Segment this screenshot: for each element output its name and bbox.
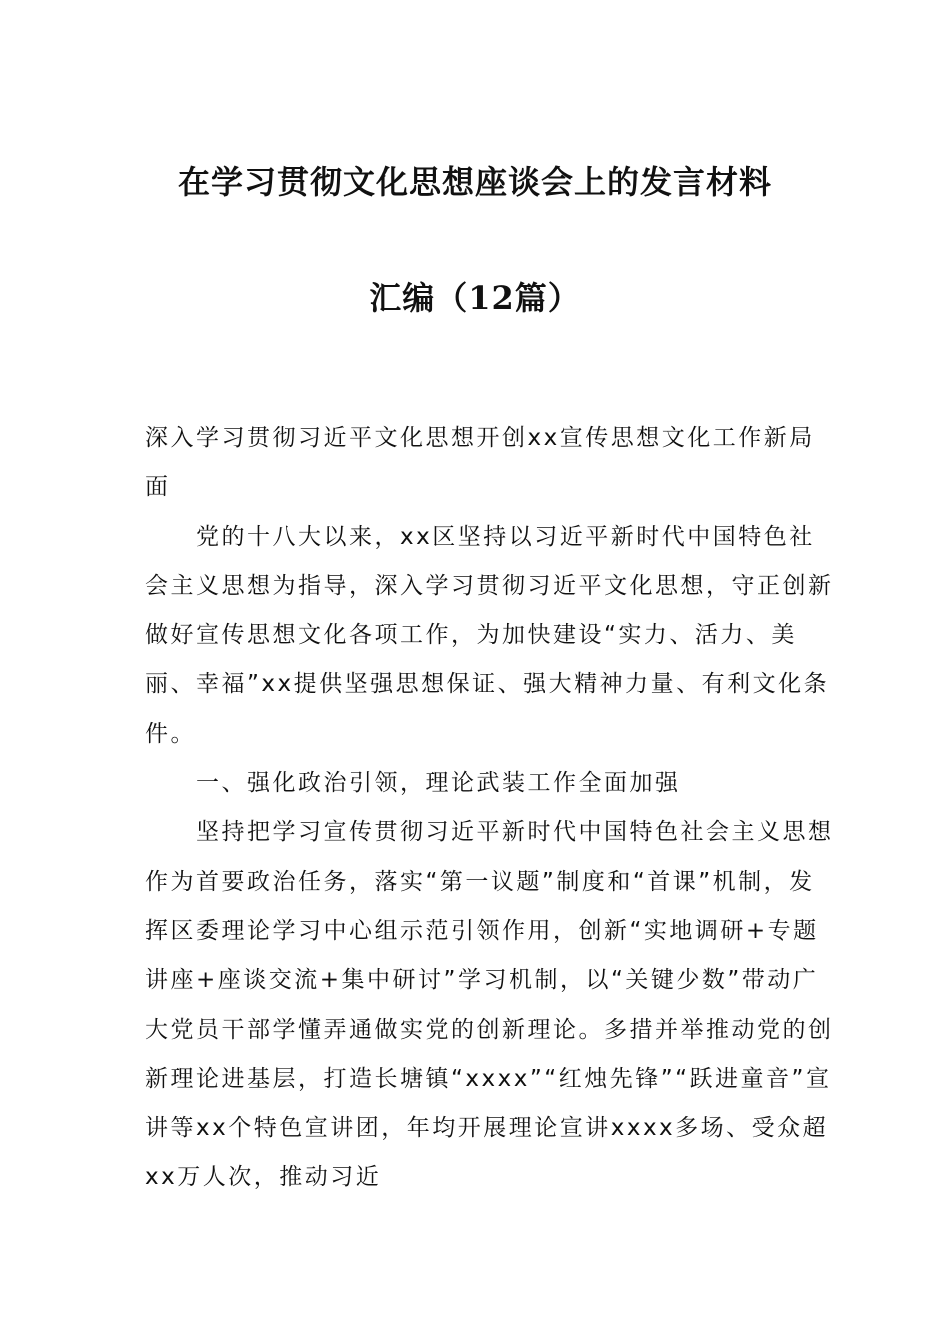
document-body bbox=[145, 414, 835, 1203]
section-heading-1: 一、强化政治引领，理论武装工作全面加强 bbox=[196, 770, 681, 797]
intro-paragraph: 党的十八大以来，xx区坚持以习近平新时代中国特色社会主义思想为指导，深入学习贯彻习近平文化思想，守正创新做好宣传思想文化各项工作，为加快建设“实力、活力、美丽、幸福”xx提供坚强思想保证、强大精神力量、有利文化条件。 bbox=[145, 523, 834, 747]
document-title-line-1: 在学习贯彻文化思想座谈会上的发言材料 bbox=[177, 163, 772, 201]
section-paragraph-1: 坚持把学习宣传贯彻习近平新时代中国特色社会主义思想作为首要政治任务，落实“第一议题”制度和“首课”机制，发挥区委理论学习中心组示范引领作用，创新“实地调研+专题讲座+座谈交流+集中研讨”学习机制，以“关键少数”带动广大党员干部学懂弄通做实党的创新理论。多措并举推动党的创新理论进基层，打造长塘镇“xxxx”“红烛先锋”“跃进童音”宣讲等xx个特色宣讲团，年均开展理论宣讲xxxx多场、受众超xx万人次，推动习近 bbox=[145, 819, 834, 1191]
article-title: 深入学习贯彻习近平文化思想开创xx宣传思想文化工作新局面 bbox=[145, 425, 815, 501]
document-title-line-2: 汇编（12篇） bbox=[369, 279, 581, 317]
